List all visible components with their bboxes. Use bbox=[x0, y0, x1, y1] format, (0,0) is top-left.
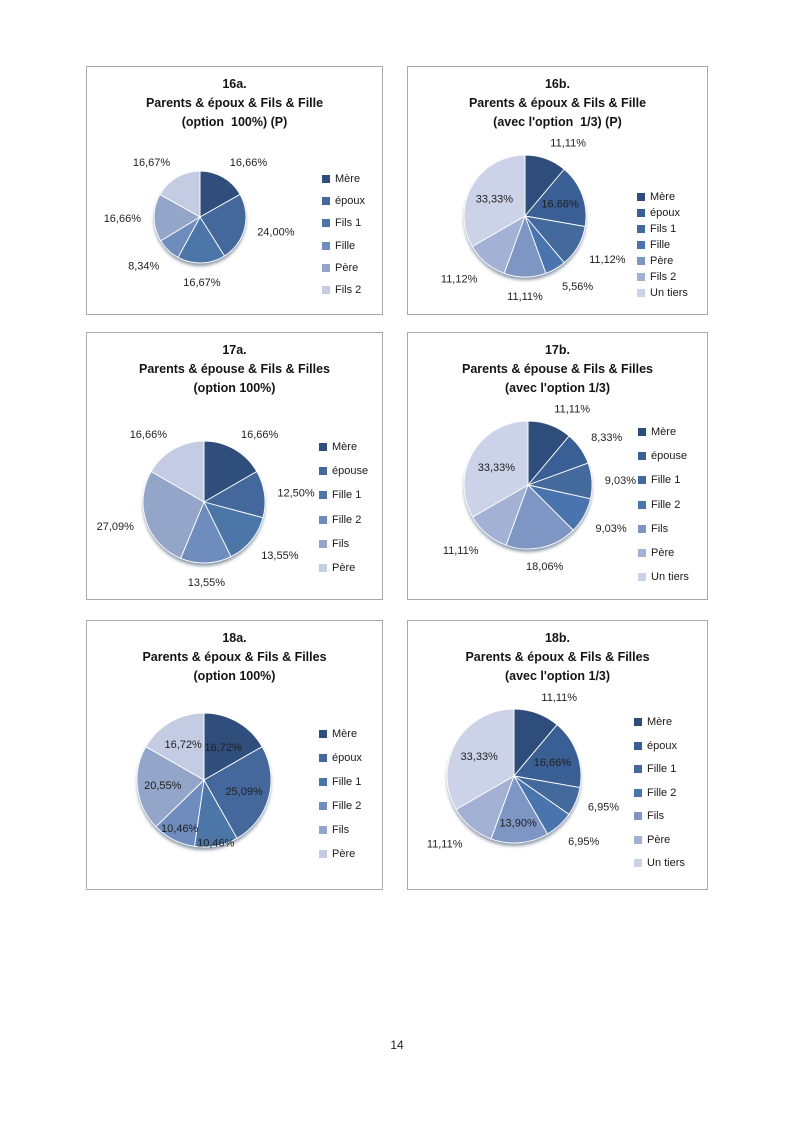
legend-label: Fille 2 bbox=[651, 498, 681, 511]
legend-label: Fils 2 bbox=[650, 271, 677, 283]
legend-swatch-icon bbox=[637, 289, 645, 297]
pie-label-epoux: 25,09% bbox=[225, 786, 263, 798]
pie-label-fille: 5,56% bbox=[562, 281, 594, 294]
chart-title-line: (option 100%) (P) bbox=[181, 115, 288, 129]
chart-title-line: (avec l'option 1/3) bbox=[504, 381, 611, 395]
legend-item-fille-2 bbox=[634, 787, 685, 811]
legend-label: Père bbox=[335, 261, 359, 274]
legend-label: Fille 1 bbox=[332, 776, 362, 788]
legend-swatch-icon bbox=[319, 730, 327, 738]
legend-item-epoux bbox=[637, 207, 688, 223]
pie-label-fille-1: 10,46% bbox=[197, 837, 235, 850]
chart-title-line: Parents & époux & Fils & Filles bbox=[465, 650, 650, 664]
legend-swatch-icon bbox=[319, 754, 327, 762]
legend-label: Père bbox=[651, 546, 675, 559]
pie-label-fille-2: 6,95% bbox=[568, 836, 600, 848]
legend-label: Fils bbox=[651, 522, 669, 535]
pie-label-pere: 11,11% bbox=[426, 838, 463, 851]
legend-item-pere bbox=[637, 255, 688, 271]
legend-label: Mère bbox=[332, 441, 358, 453]
legend-swatch-icon bbox=[319, 826, 327, 834]
legend-label: Fils bbox=[332, 824, 350, 836]
legend-label: Fils 1 bbox=[335, 217, 362, 230]
pie-label-fille-2: 10,46% bbox=[161, 822, 199, 835]
pie-label-fils: 13,90% bbox=[499, 817, 537, 830]
chart-title-line: 17a. bbox=[222, 343, 247, 357]
legend-label: Fille 2 bbox=[332, 513, 362, 526]
legend-swatch-icon bbox=[637, 209, 645, 217]
chart-panel-17b bbox=[407, 332, 708, 600]
chart-title-line: (avec l'option 1/3) (P) bbox=[493, 115, 622, 129]
legend-swatch-icon bbox=[634, 718, 642, 726]
chart-panel-16a bbox=[86, 66, 383, 315]
legend-swatch-icon bbox=[319, 778, 327, 786]
legend-label: Fils 1 bbox=[650, 223, 677, 235]
legend-swatch-icon bbox=[322, 242, 330, 250]
pie-label-epoux: 24,00% bbox=[257, 226, 295, 239]
legend-17a bbox=[319, 441, 368, 586]
legend-label: Père bbox=[647, 833, 671, 846]
legend-item-pere bbox=[319, 848, 362, 872]
chart-title-line: (option 100%) bbox=[193, 669, 276, 683]
legend-label: Mère bbox=[650, 191, 676, 203]
chart-title-line: 16a. bbox=[222, 77, 247, 91]
pie-label-fille-1: 13,55% bbox=[261, 549, 299, 562]
legend-swatch-icon bbox=[322, 219, 330, 227]
chart-panel-18b bbox=[407, 620, 708, 890]
legend-label: Père bbox=[332, 848, 356, 860]
legend-label: Un tiers bbox=[647, 857, 685, 869]
legend-swatch-icon bbox=[319, 540, 327, 548]
legend-swatch-icon bbox=[634, 789, 642, 797]
legend-17b bbox=[638, 426, 689, 595]
legend-label: Fille 1 bbox=[332, 489, 362, 502]
pie-label-epoux: 16,66% bbox=[541, 198, 579, 211]
pie-label-un-tiers: 33,33% bbox=[460, 750, 498, 763]
legend-label: Un tiers bbox=[651, 571, 689, 584]
legend-swatch-icon bbox=[319, 443, 327, 451]
chart-panel-16b bbox=[407, 66, 708, 315]
legend-item-fils bbox=[319, 824, 362, 848]
legend-item-epouse bbox=[319, 465, 368, 489]
legend-item-fille-1 bbox=[319, 776, 362, 800]
legend-swatch-icon bbox=[634, 742, 642, 750]
legend-item-fille-2 bbox=[319, 800, 362, 824]
legend-label: Fille 2 bbox=[332, 800, 362, 812]
legend-label: épouse bbox=[651, 450, 688, 463]
chart-title-line: Parents & épouse & Fils & Filles bbox=[138, 362, 331, 376]
legend-swatch-icon bbox=[322, 264, 330, 272]
legend-label: Fille 1 bbox=[651, 474, 681, 487]
legend-swatch-icon bbox=[319, 802, 327, 810]
legend-swatch-icon bbox=[638, 549, 646, 557]
pie-label-fils: 20,55% bbox=[144, 780, 182, 793]
pie-label-fille: 8,34% bbox=[128, 260, 160, 273]
pie-label-un-tiers: 33,33% bbox=[477, 461, 516, 474]
legend-label: époux bbox=[647, 739, 677, 752]
legend-item-pere bbox=[322, 262, 365, 284]
legend-swatch-icon bbox=[634, 765, 642, 773]
legend-item-un-tiers bbox=[637, 287, 688, 303]
pie-label-mere: 16,66% bbox=[229, 157, 268, 170]
legend-label: Fille bbox=[650, 239, 671, 251]
legend-label: Fille bbox=[335, 239, 356, 252]
pie-label-fille-1: 9,03% bbox=[604, 474, 637, 487]
pie-label-fille-2: 13,55% bbox=[187, 577, 226, 589]
legend-16b bbox=[637, 191, 688, 303]
legend-label: épouse bbox=[332, 465, 369, 478]
legend-label: époux bbox=[332, 752, 362, 764]
legend-item-un-tiers bbox=[634, 857, 685, 881]
legend-label: Fille 2 bbox=[647, 786, 677, 799]
legend-item-fille-2 bbox=[638, 499, 689, 523]
legend-swatch-icon bbox=[322, 175, 330, 183]
pie-label-epouse: 8,33% bbox=[591, 431, 623, 444]
pie-label-un-tiers: 33,33% bbox=[475, 193, 514, 206]
legend-18a bbox=[319, 728, 362, 872]
legend-swatch-icon bbox=[638, 573, 646, 581]
legend-item-mere bbox=[319, 441, 368, 465]
legend-swatch-icon bbox=[319, 850, 327, 858]
chart-panel-17a bbox=[86, 332, 383, 600]
legend-item-fils bbox=[319, 538, 368, 562]
legend-16a bbox=[322, 173, 365, 306]
legend-item-fille-1 bbox=[638, 474, 689, 498]
chart-title-line: 17b. bbox=[544, 343, 570, 357]
legend-item-fils-1 bbox=[637, 223, 688, 239]
legend-label: Fils bbox=[647, 810, 665, 822]
legend-item-mere bbox=[637, 191, 688, 207]
legend-item-epoux bbox=[634, 740, 685, 764]
legend-label: Père bbox=[650, 255, 674, 267]
pie-label-fils-1: 16,67% bbox=[183, 277, 221, 289]
pie-label-fils-1: 11,12% bbox=[589, 254, 626, 266]
legend-label: époux bbox=[335, 195, 365, 208]
legend-swatch-icon bbox=[638, 428, 646, 436]
legend-item-epoux bbox=[319, 752, 362, 776]
legend-swatch-icon bbox=[634, 812, 642, 820]
legend-item-mere bbox=[319, 728, 362, 752]
pie-label-fils-2: 11,12% bbox=[440, 273, 478, 286]
chart-title-line: 18a. bbox=[222, 631, 247, 645]
legend-swatch-icon bbox=[638, 476, 646, 484]
legend-item-fils-2 bbox=[322, 284, 365, 306]
legend-swatch-icon bbox=[634, 859, 642, 867]
legend-item-fils bbox=[638, 523, 689, 547]
pie-label-fils: 18,06% bbox=[526, 561, 564, 574]
legend-item-fille-2 bbox=[319, 514, 368, 538]
legend-label: Fils bbox=[332, 537, 350, 550]
pie-label-pere: 11,11% bbox=[442, 545, 479, 557]
legend-item-un-tiers bbox=[638, 571, 689, 595]
pie-label-mere: 11,11% bbox=[550, 137, 586, 150]
chart-title-line: 16b. bbox=[544, 77, 570, 91]
chart-title-line: (avec l'option 1/3) bbox=[504, 669, 611, 683]
pie-label-epoux: 16,66% bbox=[533, 757, 572, 769]
legend-item-fille bbox=[322, 240, 365, 262]
chart-panel-18a bbox=[86, 620, 383, 890]
legend-item-mere bbox=[322, 173, 365, 195]
legend-swatch-icon bbox=[634, 836, 642, 844]
pie-label-fils-2: 16,67% bbox=[132, 157, 171, 170]
pie-label-fils: 27,09% bbox=[96, 520, 134, 533]
pie-label-fille-1: 6,95% bbox=[587, 801, 620, 814]
pie-label-mere: 16,72% bbox=[204, 742, 242, 754]
legend-item-pere bbox=[638, 547, 689, 571]
pie-label-mere: 11,11% bbox=[541, 691, 578, 704]
legend-item-fille-1 bbox=[634, 763, 685, 787]
pie-label-epouse: 12,50% bbox=[277, 487, 315, 500]
legend-swatch-icon bbox=[637, 241, 645, 249]
legend-18b bbox=[634, 716, 685, 881]
legend-label: époux bbox=[650, 207, 680, 219]
legend-item-pere bbox=[319, 562, 368, 586]
legend-swatch-icon bbox=[319, 564, 327, 572]
legend-swatch-icon bbox=[319, 516, 327, 524]
legend-swatch-icon bbox=[322, 197, 330, 205]
legend-label: Mère bbox=[651, 426, 677, 438]
legend-label: Père bbox=[332, 561, 356, 574]
legend-swatch-icon bbox=[319, 467, 327, 475]
chart-title-line: Parents & époux & Fils & Fille bbox=[145, 96, 324, 110]
legend-item-fils-1 bbox=[322, 217, 365, 239]
legend-item-fils bbox=[634, 810, 685, 834]
legend-label: Fils 2 bbox=[335, 283, 362, 296]
legend-item-pere bbox=[634, 834, 685, 858]
legend-label: Un tiers bbox=[650, 287, 688, 299]
legend-label: Mère bbox=[332, 728, 358, 740]
legend-item-mere bbox=[638, 426, 689, 450]
legend-item-fils-2 bbox=[637, 271, 688, 287]
pie-label-fille-2: 9,03% bbox=[595, 523, 627, 535]
page-number: 14 bbox=[390, 1038, 404, 1052]
pie-label-pere: 11,11% bbox=[507, 291, 543, 303]
legend-item-epouse bbox=[638, 450, 689, 474]
legend-label: Fille 1 bbox=[647, 763, 677, 775]
chart-title-line: Parents & épouse & Fils & Filles bbox=[461, 362, 654, 376]
legend-item-epoux bbox=[322, 195, 365, 217]
legend-item-fille bbox=[637, 239, 688, 255]
pie-label-pere: 16,66% bbox=[129, 428, 167, 441]
pie-label-pere: 16,72% bbox=[164, 739, 202, 752]
legend-swatch-icon bbox=[322, 286, 330, 294]
legend-swatch-icon bbox=[638, 525, 646, 533]
legend-swatch-icon bbox=[637, 257, 645, 265]
legend-swatch-icon bbox=[319, 491, 327, 499]
legend-swatch-icon bbox=[637, 193, 645, 201]
legend-item-mere bbox=[634, 716, 685, 740]
legend-swatch-icon bbox=[638, 501, 646, 509]
legend-label: Mère bbox=[647, 716, 673, 728]
pie-label-pere: 16,66% bbox=[103, 212, 141, 225]
chart-title-line: Parents & époux & Fils & Fille bbox=[468, 96, 647, 110]
chart-title-line: Parents & époux & Fils & Filles bbox=[142, 650, 327, 664]
legend-swatch-icon bbox=[638, 452, 646, 460]
pie-label-mere: 16,66% bbox=[241, 428, 279, 441]
pie-label-mere: 11,11% bbox=[554, 403, 590, 416]
chart-title-line: 18b. bbox=[544, 631, 570, 645]
legend-swatch-icon bbox=[637, 273, 645, 281]
legend-item-fille-1 bbox=[319, 489, 368, 513]
legend-swatch-icon bbox=[637, 225, 645, 233]
legend-label: Mère bbox=[335, 173, 361, 185]
chart-title-line: (option 100%) bbox=[193, 381, 276, 395]
